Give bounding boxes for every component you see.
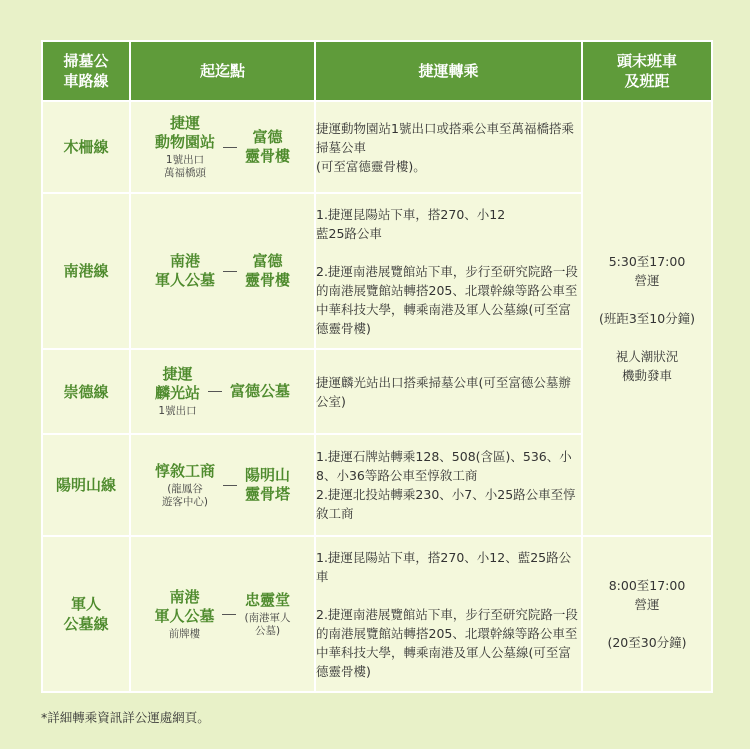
transfer-info: 1.捷運石牌站轉乘128、508(含區)、536、小8、小36等路公車至惇敘工商 2.捷運北投站轉乘230、小7、小25路公車至惇敘工商 bbox=[315, 434, 582, 536]
start-stop: 南港 軍人公墓 bbox=[154, 252, 215, 289]
end-stop: 富德 靈骨樓 bbox=[245, 252, 291, 289]
end-stop: 忠靈堂 (南港軍人 公墓) bbox=[244, 590, 291, 637]
table-row bbox=[42, 101, 712, 193]
route-name: 陽明山線 bbox=[42, 434, 130, 536]
start-stop: 惇敘工商 (龍鳳谷 遊客中心) bbox=[154, 461, 215, 508]
end-stop: 富德公墓 bbox=[230, 382, 291, 400]
transfer-info: 捷運動物園站1號出口或搭乘公車至萬福橋搭乘掃墓公車 (可至富德靈骨樓)。 bbox=[315, 101, 582, 193]
route-name: 軍人 公墓線 bbox=[42, 536, 130, 692]
header-schedule: 頭末班車 及班距 bbox=[582, 41, 712, 101]
stops-cell bbox=[130, 193, 315, 349]
header-row bbox=[42, 41, 712, 101]
transfer-info: 1.捷運昆陽站下車，搭270、小12、藍25路公車 2.捷運南港展覽館站下車，步行至研究院路一段的南港展覽館站轉搭205、北環幹線等路公車至中華科技大學，轉乘南港及軍人公墓線(可至富德靈骨樓) bbox=[315, 536, 582, 692]
start-stop: 捷運 麟光站 1號出口 bbox=[154, 365, 200, 417]
transfer-info: 1.捷運昆陽站下車，搭270、小12 藍25路公車 2.捷運南港展覽館站下車，步行至研究院路一段的南港展覽館站轉搭205、北環幹線等路公車至中華科技大學，轉乘南港及軍人公墓線(可至富德靈骨樓) bbox=[315, 193, 582, 349]
header-transfer: 捷運轉乘 bbox=[315, 41, 582, 101]
schedule-cell: 8:00至17:00 營運 (20至30分鐘) bbox=[582, 536, 712, 692]
end-stop: 陽明山 靈骨塔 bbox=[245, 466, 291, 503]
route-name: 崇德線 bbox=[42, 349, 130, 434]
stops-cell bbox=[130, 101, 315, 193]
start-stop: 南港 軍人公墓 前牌樓 bbox=[154, 587, 215, 640]
dash-divider bbox=[208, 391, 222, 392]
route-name: 南港線 bbox=[42, 193, 130, 349]
start-stop: 捷運 動物園站 1號出口 萬福橋頭 bbox=[154, 114, 215, 179]
end-stop: 富德 靈骨樓 bbox=[245, 128, 291, 165]
route-name: 木柵線 bbox=[42, 101, 130, 193]
stops-cell bbox=[130, 349, 315, 434]
schedule-cell: 5:30至17:00 營運 (班距3至10分鐘) 視人潮狀況 機動發車 bbox=[582, 101, 712, 536]
dash-divider bbox=[222, 614, 236, 615]
stops-cell bbox=[130, 536, 315, 692]
stops-cell bbox=[130, 434, 315, 536]
footnote: *詳細轉乘資訊詳公運處網頁。 bbox=[41, 710, 210, 725]
dash-divider bbox=[223, 485, 237, 486]
dash-divider bbox=[223, 271, 237, 272]
shuttle-table bbox=[41, 40, 713, 693]
table-row bbox=[42, 536, 712, 692]
transfer-info: 捷運麟光站出口搭乘掃墓公車(可至富德公墓辦公室) bbox=[315, 349, 582, 434]
header-stops: 起迄點 bbox=[130, 41, 315, 101]
header-route: 掃墓公 車路線 bbox=[42, 41, 130, 101]
dash-divider bbox=[223, 147, 237, 148]
